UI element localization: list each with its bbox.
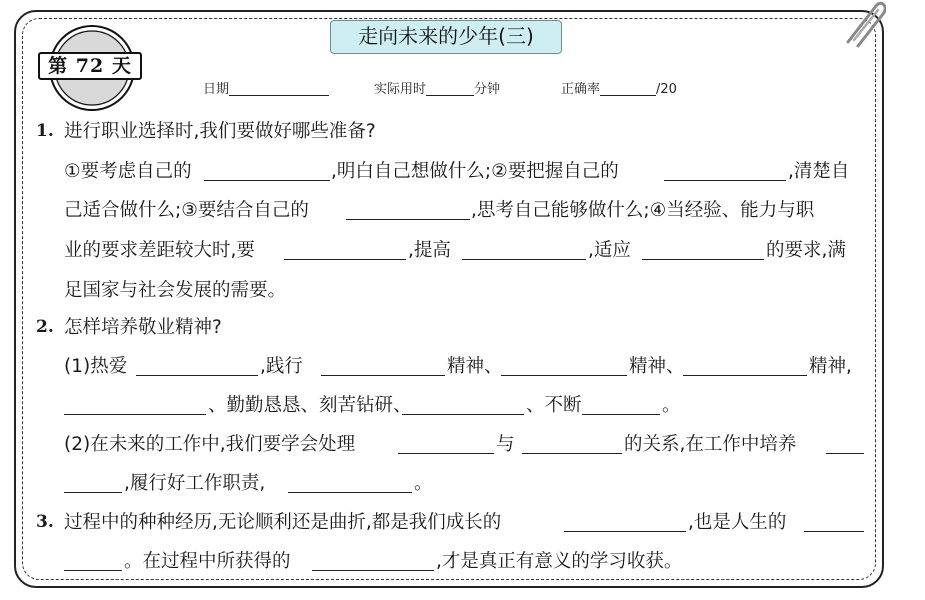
q2-blank-10a[interactable] (826, 453, 864, 454)
date-label: 日期 (203, 82, 230, 97)
q3-blank-2b[interactable] (64, 570, 122, 571)
q1-blank-4[interactable] (284, 259, 406, 260)
accuracy-label: 正确率 (561, 82, 601, 97)
q1-line3-c: ,适应 (588, 240, 631, 261)
q2-blank-2[interactable] (321, 375, 445, 376)
q3-line1-b: ,也是人生的 (688, 512, 787, 533)
q2-line1-c: 精神、 (447, 356, 503, 377)
q3-line1-a: 过程中的种种经历,无论顺利还是曲折,都是我们成长的 (64, 512, 502, 533)
accuracy-total: /20 (656, 82, 677, 97)
q2-line2-a: 、勤勤恳恳、刻苦钻研、 (208, 395, 412, 416)
accuracy-blank[interactable] (600, 81, 656, 96)
q2-line1-b: ,践行 (260, 356, 303, 377)
q3-blank-2a[interactable] (804, 531, 864, 532)
q1-line1-b: ,明白自己想做什么;②要把握自己的 (331, 161, 619, 182)
q2-line4-a: ,履行好工作职责, (124, 473, 266, 494)
q2-line1-e: 精神, (809, 356, 852, 377)
q1-line2-a: 己适合做什么;③要结合自己的 (64, 200, 309, 221)
q3-blank-3[interactable] (312, 570, 434, 571)
q2-line1-d: 精神、 (629, 356, 685, 377)
q1-line3-d: 的要求,满 (766, 240, 846, 261)
q1-line1-a: ①要考虑自己的 (64, 161, 192, 182)
q3-blank-1[interactable] (564, 531, 686, 532)
q2-line3-a: (2)在未来的工作中,我们要学会处理 (64, 434, 356, 455)
accuracy-field[interactable] (561, 78, 677, 97)
q2-line2-c: 。 (662, 395, 681, 416)
q2-line3-b: 与 (496, 434, 515, 455)
q1-line2-b: ,思考自己能够做什么;④当经验、能力与职 (471, 200, 815, 221)
q2-blank-5[interactable] (64, 414, 206, 415)
q1-number: 1. (36, 121, 54, 141)
date-blank[interactable] (229, 81, 329, 96)
q2-line3-c: 的关系,在工作中培养 (624, 434, 797, 455)
page-title: 走向未来的少年(三) (330, 20, 562, 54)
day-badge-label: 第 72 天 (38, 52, 142, 80)
q2-blank-6[interactable] (402, 414, 524, 415)
q2-blank-10b[interactable] (64, 492, 122, 493)
q2-blank-1[interactable] (136, 375, 258, 376)
time-field[interactable] (374, 78, 500, 97)
q1-question: 进行职业选择时,我们要做好哪些准备? (64, 121, 376, 142)
time-unit: 分钟 (474, 82, 501, 97)
date-field[interactable] (203, 78, 329, 97)
q1-blank-2[interactable] (664, 180, 786, 181)
q2-blank-4[interactable] (683, 375, 807, 376)
q2-blank-8[interactable] (398, 453, 494, 454)
time-label: 实际用时 (374, 82, 427, 97)
q3-line2-a: 。在过程中所获得的 (124, 551, 291, 572)
q1-line3-a: 业的要求差距较大时,要 (64, 240, 255, 261)
q2-question: 怎样培养敬业精神? (64, 317, 222, 338)
q2-line2-b: 、不断 (526, 395, 582, 416)
time-blank[interactable] (426, 81, 474, 96)
q1-blank-3[interactable] (346, 219, 470, 220)
paper-clip-icon (826, 0, 886, 48)
q1-line4: 足国家与社会发展的需要。 (64, 280, 287, 301)
q1-line3-b: ,提高 (408, 240, 451, 261)
q3-number: 3. (36, 512, 54, 532)
q2-line4-b: 。 (414, 473, 433, 494)
q2-blank-7[interactable] (582, 414, 660, 415)
q1-line1-c: ,清楚自 (788, 161, 850, 182)
q3-line2-b: ,才是真正有意义的学习收获。 (436, 551, 683, 572)
q2-blank-3[interactable] (501, 375, 627, 376)
q1-blank-6[interactable] (642, 259, 764, 260)
q1-blank-1[interactable] (204, 180, 330, 181)
q2-blank-9[interactable] (522, 453, 622, 454)
q2-number: 2. (36, 317, 54, 337)
q1-blank-5[interactable] (462, 259, 586, 260)
q2-line1-a: (1)热爱 (64, 356, 128, 377)
q2-blank-11[interactable] (288, 492, 412, 493)
